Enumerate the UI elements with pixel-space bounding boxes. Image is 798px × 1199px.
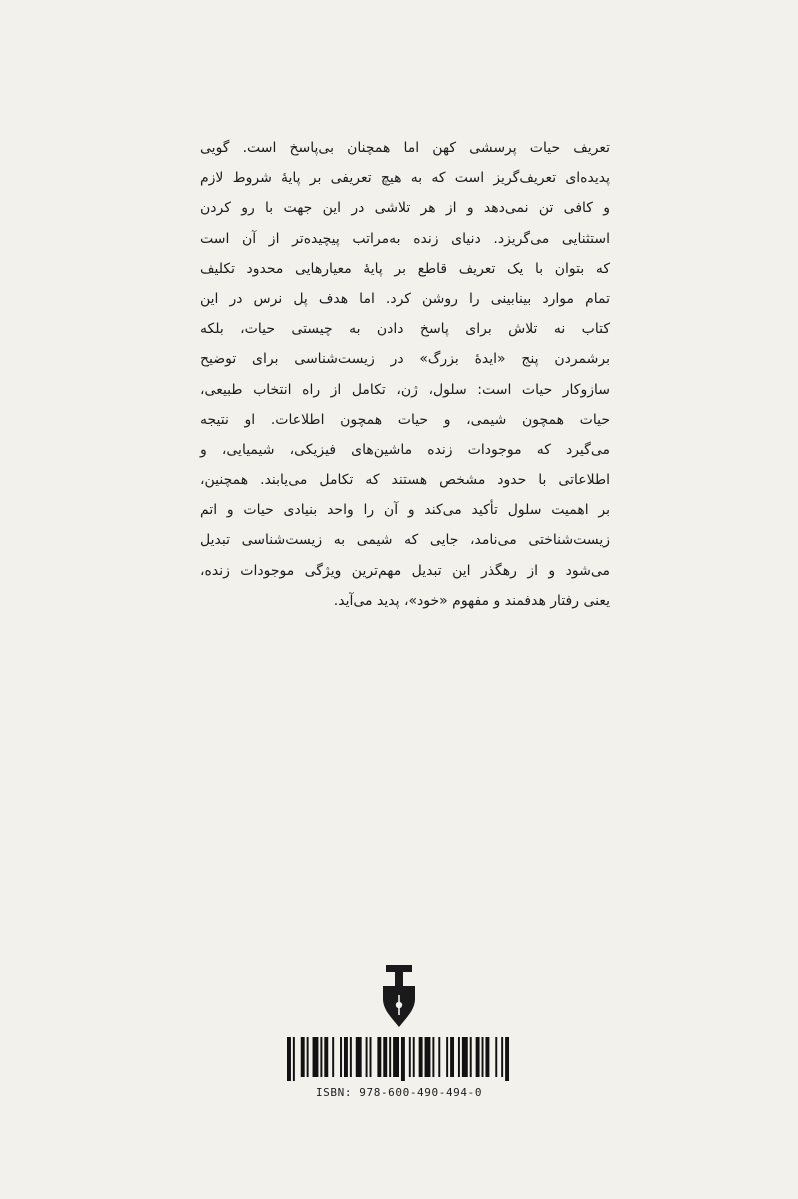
barcode-bar — [383, 1037, 387, 1077]
blurb-line: کتاب نه تلاش برای پاسخ دادن به چیستی حیات، بلکه — [200, 321, 610, 338]
barcode-bar — [501, 1037, 503, 1077]
barcode-bar — [419, 1037, 423, 1077]
barcode-bar — [350, 1037, 352, 1077]
barcode-bar — [344, 1037, 348, 1077]
barcode-bar — [470, 1037, 472, 1077]
blurb-line: و کافی تن نمی‌دهد و از هر تلاشی در این جهت با رو کردن — [200, 200, 610, 217]
barcode-bar — [495, 1037, 497, 1077]
isbn-number: ISBN: 978-600-490-494-0 — [315, 1086, 483, 1099]
blurb-line: برشمردن پنج «ایدهٔ بزرگ» در زیست‌شناسی برای توضیح — [200, 351, 610, 368]
blurb-line: تعریف حیات پرسشی کهن اما همچنان بی‌پاسخ است. گویی — [200, 140, 610, 156]
barcode-bar — [462, 1037, 468, 1077]
barcode-bar — [340, 1037, 342, 1077]
barcode-bar — [377, 1037, 381, 1077]
barcode-bar — [409, 1037, 411, 1077]
blurb-line: تمام موارد بینابینی را روشن کرد. اما هدف پل نرس در این — [200, 290, 610, 307]
barcode-bar — [313, 1037, 319, 1077]
back-cover-blurb — [200, 133, 610, 616]
blurb-line: می‌شود و از رهگذر این تبدیل مهم‌ترین ویژگی موجودات زنده، — [200, 562, 610, 579]
isbn-barcode — [283, 1029, 515, 1109]
blurb-line: حیات همچون شیمی، و حیات همچون اطلاعات. او نتیجه — [200, 411, 610, 428]
barcode-bar — [446, 1037, 448, 1077]
blurb-line: بر اهمیت سلول تأکید می‌کند و آن را واحد بنیادی حیات و اتم — [200, 502, 610, 519]
barcode-bar — [370, 1037, 372, 1077]
barcode-bar — [320, 1037, 322, 1077]
blurb-line: پدیده‌ای تعریف‌گریز است که به هیچ تعریفی بر پایهٔ شروط لازم — [200, 170, 610, 187]
barcode-bar — [413, 1037, 415, 1077]
barcode-bar — [432, 1037, 434, 1077]
barcode-bar — [450, 1037, 454, 1077]
blurb-line: اطلاعاتی با حدود مشخص هستند که تکامل می‌یابند. همچنین، — [200, 472, 610, 489]
blurb-line: که بتوان با یک تعریف قاطع بر پایهٔ معیارهایی محدود تکلیف — [200, 260, 610, 277]
barcode-bar — [393, 1037, 399, 1077]
blurb-line: یعنی رفتار هدفمند و مفهوم «خود»، پدید می‌آید. — [333, 592, 610, 609]
barcode-icon — [287, 1037, 511, 1081]
barcode-bar — [505, 1037, 509, 1081]
barcode-bar — [356, 1037, 362, 1077]
blurb-line: می‌گیرد که موجودات زنده ماشین‌های فیزیکی، شیمیایی، و — [200, 441, 610, 458]
barcode-bar — [332, 1037, 334, 1077]
barcode-bar — [287, 1037, 291, 1081]
barcode-bar — [476, 1037, 480, 1077]
blurb-line: استثنایی می‌گریزد. دنیای زنده به‌مراتب پیچیده‌تر از آن است — [200, 230, 610, 247]
barcode-bar — [293, 1037, 295, 1081]
barcode-bar — [485, 1037, 489, 1077]
barcode-bar — [366, 1037, 368, 1077]
barcode-bar — [438, 1037, 440, 1077]
barcode-bar — [425, 1037, 431, 1077]
barcode-bar — [307, 1037, 309, 1077]
barcode-bar — [301, 1037, 305, 1077]
barcode-bar — [324, 1037, 328, 1077]
barcode-bar — [482, 1037, 484, 1077]
barcode-bar — [389, 1037, 391, 1077]
barcode-bar — [401, 1037, 405, 1081]
barcode-bar — [458, 1037, 460, 1077]
blurb-line: سازوکار حیات است: سلول، ژن، تکامل از راه انتخاب طبیعی، — [200, 381, 610, 398]
blurb-line: زیست‌شناختی می‌نامد، جایی که شیمی به زیست‌شناسی تبدیل — [200, 532, 610, 549]
pen-nib-publisher-logo-icon — [382, 965, 416, 1027]
